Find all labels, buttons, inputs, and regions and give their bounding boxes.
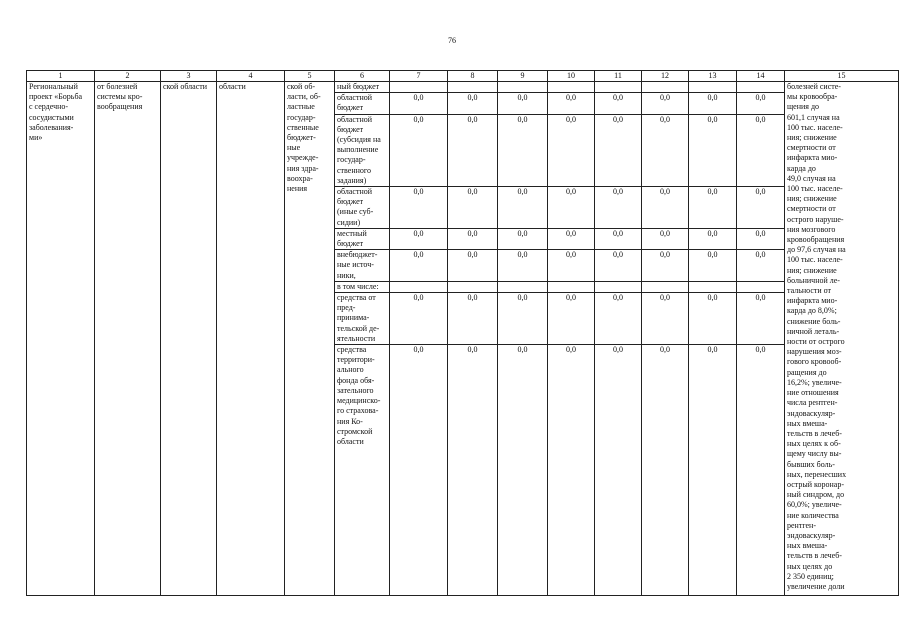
cell-line: гового кровооб- bbox=[787, 357, 842, 367]
cell-line: ственного bbox=[337, 165, 371, 175]
value-cell: 0,0 bbox=[595, 187, 642, 229]
value-cell bbox=[390, 281, 448, 292]
project-name-cell bbox=[27, 82, 95, 596]
cell-line: ния мозгового bbox=[787, 224, 836, 234]
value-cell: 0,0 bbox=[498, 293, 548, 345]
cell-line: бюджет- bbox=[287, 133, 316, 143]
value-cell bbox=[498, 82, 548, 93]
value-cell: 0,0 bbox=[390, 345, 448, 596]
value-cell: 0,0 bbox=[595, 250, 642, 282]
column-header: 12 bbox=[642, 71, 689, 82]
column-header: 1 bbox=[27, 71, 95, 82]
value-cell: 0,0 bbox=[548, 345, 595, 596]
value-cell: 0,0 bbox=[548, 187, 595, 229]
cell-line: ные bbox=[287, 143, 301, 153]
cell-line: вообращения bbox=[97, 102, 143, 112]
cell-line: карда до bbox=[787, 163, 816, 173]
value-cell bbox=[642, 82, 689, 93]
cell-line: ние отношения bbox=[787, 388, 839, 398]
column-header: 14 bbox=[737, 71, 785, 82]
cell-line: 601,1 случая на bbox=[787, 112, 840, 122]
cell-line: ственные bbox=[287, 122, 319, 132]
cell-line: в том числе: bbox=[337, 281, 379, 291]
cell-line: ми» bbox=[29, 133, 43, 143]
cell-line: учрежде- bbox=[287, 153, 319, 163]
cell-line: ный бюджет bbox=[337, 82, 380, 91]
value-cell: 0,0 bbox=[595, 228, 642, 249]
cell-line: ничной леталь- bbox=[787, 326, 840, 336]
cell-line: рентген- bbox=[787, 520, 816, 530]
value-cell: 0,0 bbox=[689, 93, 737, 114]
area-cell bbox=[217, 82, 285, 596]
cell-line: (субсидия на bbox=[337, 135, 381, 145]
cell-line: ные источ- bbox=[337, 260, 374, 270]
column-header: 9 bbox=[498, 71, 548, 82]
cell-line: проект «Борьба bbox=[29, 92, 83, 102]
cell-line: ской области bbox=[163, 82, 208, 91]
value-cell: 0,0 bbox=[548, 114, 595, 186]
column-header: 5 bbox=[285, 71, 335, 82]
funding-source-cell bbox=[335, 281, 390, 292]
cell-line: ных целях к об- bbox=[787, 439, 841, 449]
column-header: 4 bbox=[217, 71, 285, 82]
value-cell: 0,0 bbox=[642, 93, 689, 114]
value-cell: 0,0 bbox=[498, 228, 548, 249]
cell-line: принима- bbox=[337, 313, 370, 323]
cell-line: бюджет bbox=[337, 239, 364, 249]
value-cell bbox=[642, 281, 689, 292]
funding-source-cell bbox=[335, 187, 390, 229]
column-header: 8 bbox=[448, 71, 498, 82]
cell-line: ния здра- bbox=[287, 163, 319, 173]
cell-line: болезней систе- bbox=[787, 82, 841, 91]
value-cell: 0,0 bbox=[642, 114, 689, 186]
cell-line: до 97,6 случая на bbox=[787, 245, 846, 255]
column-header: 13 bbox=[689, 71, 737, 82]
cell-line: бюджет bbox=[337, 124, 364, 134]
cell-line: с сердечно- bbox=[29, 102, 69, 112]
value-cell: 0,0 bbox=[737, 187, 785, 229]
cell-line: ластные bbox=[287, 102, 315, 112]
funding-source-cell bbox=[335, 93, 390, 114]
cell-line: сосудистыми bbox=[29, 112, 74, 122]
cell-line: карда до 8,0%; bbox=[787, 306, 837, 316]
value-cell: 0,0 bbox=[737, 293, 785, 345]
value-cell: 0,0 bbox=[390, 228, 448, 249]
value-cell: 0,0 bbox=[448, 187, 498, 229]
cell-line: областной bbox=[337, 114, 373, 124]
cell-line: пред- bbox=[337, 303, 356, 313]
column-header: 2 bbox=[95, 71, 161, 82]
value-cell: 0,0 bbox=[642, 228, 689, 249]
page-number: 76 bbox=[448, 36, 456, 45]
value-cell: 0,0 bbox=[642, 293, 689, 345]
funding-source-cell bbox=[335, 345, 390, 596]
value-cell: 0,0 bbox=[448, 93, 498, 114]
cell-line: ской об- bbox=[287, 82, 316, 91]
cell-line: ятельности bbox=[337, 333, 376, 343]
value-cell: 0,0 bbox=[737, 228, 785, 249]
cell-line: инфаркта мио- bbox=[787, 153, 838, 163]
column-header: 11 bbox=[595, 71, 642, 82]
cell-line: кровообращения bbox=[787, 235, 845, 245]
value-cell: 0,0 bbox=[548, 228, 595, 249]
value-cell: 0,0 bbox=[737, 93, 785, 114]
value-cell bbox=[498, 281, 548, 292]
cell-line: ращения до bbox=[787, 367, 827, 377]
cell-line: бюджет bbox=[337, 103, 364, 113]
cell-line: острый коронар- bbox=[787, 479, 844, 489]
cell-line: ния Ко- bbox=[337, 416, 363, 426]
cell-line: ники, bbox=[337, 270, 356, 280]
cell-line: 100 тыс. населе- bbox=[787, 184, 843, 194]
value-cell bbox=[448, 281, 498, 292]
value-cell bbox=[548, 281, 595, 292]
cell-line: медицинско- bbox=[337, 396, 381, 406]
value-cell: 0,0 bbox=[689, 228, 737, 249]
cell-line: ный синдром, до bbox=[787, 490, 845, 500]
value-cell: 0,0 bbox=[498, 250, 548, 282]
cell-line: ального bbox=[337, 365, 364, 375]
cell-line: внебюджет- bbox=[337, 250, 378, 260]
cell-line: эндоваскуляр- bbox=[787, 530, 836, 540]
cell-line: ных целях до bbox=[787, 561, 833, 571]
value-cell: 0,0 bbox=[390, 114, 448, 186]
value-cell bbox=[595, 82, 642, 93]
cell-line: ных вмеша- bbox=[787, 418, 828, 428]
funding-source-cell bbox=[335, 250, 390, 282]
cell-line: 60,0%; увеличе- bbox=[787, 500, 842, 510]
value-cell: 0,0 bbox=[548, 93, 595, 114]
value-cell bbox=[737, 281, 785, 292]
value-cell: 0,0 bbox=[737, 114, 785, 186]
value-cell: 0,0 bbox=[689, 345, 737, 596]
executor-cell bbox=[285, 82, 335, 596]
cell-line: ласти, об- bbox=[287, 92, 321, 102]
cell-line: ние количества bbox=[787, 510, 839, 520]
cell-line: бюджет bbox=[337, 197, 364, 207]
value-cell: 0,0 bbox=[689, 114, 737, 186]
value-cell bbox=[448, 82, 498, 93]
cell-line: острого наруше- bbox=[787, 214, 844, 224]
funding-source-cell bbox=[335, 228, 390, 249]
value-cell bbox=[548, 82, 595, 93]
value-cell: 0,0 bbox=[642, 345, 689, 596]
column-header: 3 bbox=[161, 71, 217, 82]
cell-line: ных, перенесших bbox=[787, 469, 847, 479]
value-cell bbox=[689, 281, 737, 292]
cell-line: средства от bbox=[337, 293, 376, 303]
funding-source-cell bbox=[335, 293, 390, 345]
budget-table bbox=[26, 70, 899, 596]
value-cell: 0,0 bbox=[689, 250, 737, 282]
cell-line: воохра- bbox=[287, 173, 313, 183]
indicator-description-cell bbox=[785, 82, 899, 596]
cell-line: снижение боль- bbox=[787, 316, 841, 326]
cell-line: смертности от bbox=[787, 143, 836, 153]
cell-line: щему числу вы- bbox=[787, 449, 842, 459]
value-cell bbox=[737, 82, 785, 93]
cell-line: мы кровообра- bbox=[787, 92, 838, 102]
cell-line: тельской де- bbox=[337, 323, 380, 333]
cell-line: 100 тыс. населе- bbox=[787, 255, 843, 265]
cell-line: ных вмеша- bbox=[787, 541, 828, 551]
value-cell: 0,0 bbox=[448, 228, 498, 249]
cell-line: фонда обя- bbox=[337, 375, 375, 385]
cell-line: смертности от bbox=[787, 204, 836, 214]
cell-line: тальности от bbox=[787, 286, 832, 296]
value-cell: 0,0 bbox=[595, 93, 642, 114]
value-cell: 0,0 bbox=[498, 345, 548, 596]
value-cell: 0,0 bbox=[595, 345, 642, 596]
cell-line: зательного bbox=[337, 385, 374, 395]
cell-line: государ- bbox=[337, 155, 366, 165]
cell-line: области bbox=[337, 436, 364, 446]
cell-line: области bbox=[219, 82, 246, 91]
value-cell: 0,0 bbox=[390, 187, 448, 229]
cell-line: щения до bbox=[787, 102, 820, 112]
cell-line: числа рентген- bbox=[787, 398, 838, 408]
cell-line: Региональный bbox=[29, 82, 78, 91]
value-cell: 0,0 bbox=[390, 293, 448, 345]
cell-line: (иные суб- bbox=[337, 207, 374, 217]
cell-line: стромской bbox=[337, 426, 373, 436]
value-cell: 0,0 bbox=[498, 187, 548, 229]
cell-line: 100 тыс. населе- bbox=[787, 122, 843, 132]
value-cell: 0,0 bbox=[689, 293, 737, 345]
cell-line: 16,2%; увеличе- bbox=[787, 377, 842, 387]
cell-line: ния; снижение bbox=[787, 194, 837, 204]
value-cell bbox=[689, 82, 737, 93]
cell-line: заболевания- bbox=[29, 122, 74, 132]
cell-line: областной bbox=[337, 93, 373, 103]
cell-line: 2 350 единиц; bbox=[787, 571, 834, 581]
value-cell: 0,0 bbox=[498, 93, 548, 114]
cell-line: территори- bbox=[337, 355, 375, 365]
cell-line: увеличение доли bbox=[787, 581, 845, 591]
value-cell: 0,0 bbox=[737, 250, 785, 282]
cell-line: нарушения моз- bbox=[787, 347, 842, 357]
value-cell bbox=[390, 82, 448, 93]
value-cell: 0,0 bbox=[448, 250, 498, 282]
header-row bbox=[27, 71, 899, 82]
project-goal-cell bbox=[95, 82, 161, 596]
cell-line: от болезней bbox=[97, 82, 138, 91]
cell-line: государ- bbox=[287, 112, 316, 122]
value-cell: 0,0 bbox=[595, 114, 642, 186]
cell-line: ния; снижение bbox=[787, 133, 837, 143]
cell-line: бывших боль- bbox=[787, 459, 835, 469]
value-cell: 0,0 bbox=[642, 187, 689, 229]
value-cell bbox=[595, 281, 642, 292]
column-header: 7 bbox=[390, 71, 448, 82]
funding-source-cell bbox=[335, 82, 390, 93]
region-cell bbox=[161, 82, 217, 596]
value-cell: 0,0 bbox=[390, 93, 448, 114]
value-cell: 0,0 bbox=[448, 293, 498, 345]
cell-line: областной bbox=[337, 187, 373, 197]
cell-line: 49,0 случая на bbox=[787, 173, 836, 183]
cell-line: задания) bbox=[337, 175, 367, 185]
value-cell: 0,0 bbox=[595, 293, 642, 345]
column-header: 15 bbox=[785, 71, 899, 82]
column-header: 6 bbox=[335, 71, 390, 82]
cell-line: сидии) bbox=[337, 217, 361, 227]
value-cell: 0,0 bbox=[737, 345, 785, 596]
cell-line: ния; снижение bbox=[787, 265, 837, 275]
table-row bbox=[27, 82, 899, 93]
cell-line: нения bbox=[287, 184, 308, 194]
value-cell: 0,0 bbox=[448, 114, 498, 186]
funding-source-cell bbox=[335, 114, 390, 186]
cell-line: средства bbox=[337, 345, 367, 355]
value-cell: 0,0 bbox=[689, 187, 737, 229]
cell-line: эндоваскуляр- bbox=[787, 408, 836, 418]
cell-line: местный bbox=[337, 228, 367, 238]
cell-line: го страхова- bbox=[337, 406, 379, 416]
value-cell: 0,0 bbox=[642, 250, 689, 282]
value-cell: 0,0 bbox=[498, 114, 548, 186]
value-cell: 0,0 bbox=[548, 293, 595, 345]
cell-line: ности от острого bbox=[787, 337, 845, 347]
cell-line: выполнение bbox=[337, 145, 379, 155]
value-cell: 0,0 bbox=[390, 250, 448, 282]
value-cell: 0,0 bbox=[548, 250, 595, 282]
value-cell: 0,0 bbox=[448, 345, 498, 596]
column-header: 10 bbox=[548, 71, 595, 82]
cell-line: инфаркта мио- bbox=[787, 296, 838, 306]
cell-line: больничной ле- bbox=[787, 275, 840, 285]
cell-line: системы кро- bbox=[97, 92, 143, 102]
cell-line: тельств в лечеб- bbox=[787, 428, 842, 438]
cell-line: тельств в лечеб- bbox=[787, 551, 842, 561]
